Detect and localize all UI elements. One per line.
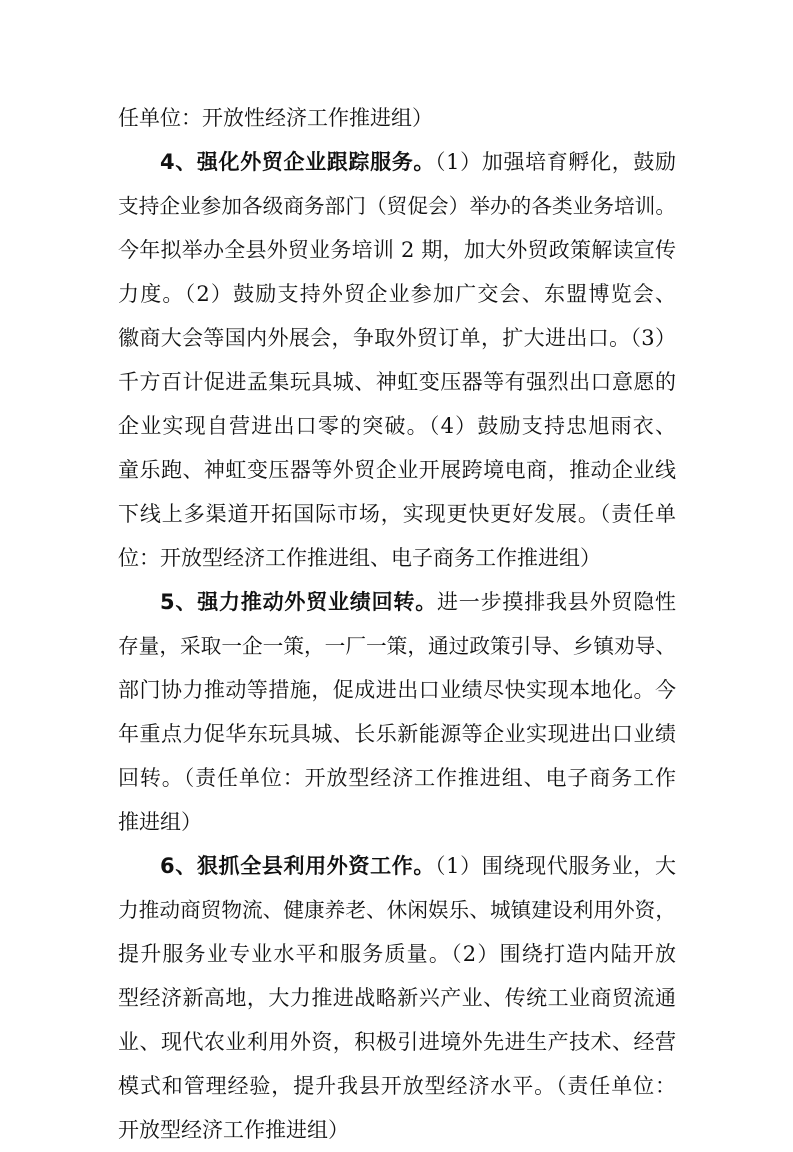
text-line xyxy=(118,1064,676,1108)
text-line xyxy=(118,360,676,404)
text-line xyxy=(118,228,676,272)
text-line xyxy=(118,580,676,624)
line-text: 提升服务业专业水平和服务质量。（2）围绕打造内陆开放 xyxy=(118,942,676,966)
line-text: 徽商大会等国内外展会，争取外贸订单，扩大进出口。（3） xyxy=(118,326,676,350)
text-line xyxy=(118,1020,676,1064)
text-line xyxy=(118,272,676,316)
text-line xyxy=(118,492,676,536)
line-text: 下线上多渠道开拓国际市场，实现更快更好发展。（责任单 xyxy=(118,502,676,526)
text-line xyxy=(118,800,676,844)
text-line xyxy=(118,668,676,712)
line-text: （1）加强培育孵化，鼓励 xyxy=(435,150,676,174)
line-text: 进一步摸排我县外贸隐性 xyxy=(437,590,676,614)
line-text: 年重点力促华东玩具城、长乐新能源等企业实现进出口业绩 xyxy=(118,722,676,746)
line-text: 业、现代农业利用外资，积极引进境外先进生产技术、经营 xyxy=(118,1030,676,1054)
text-line xyxy=(118,404,676,448)
line-text: 企业实现自营进出口零的突破。（4）鼓励支持忠旭雨衣、 xyxy=(118,414,676,438)
text-line xyxy=(118,184,676,228)
text-line xyxy=(118,844,676,888)
text-line xyxy=(118,932,676,976)
line-text: 模式和管理经验，提升我县开放型经济水平。（责任单位： xyxy=(118,1074,676,1098)
line-text: 任单位：开放性经济工作推进组） xyxy=(118,106,433,130)
text-line xyxy=(118,316,676,360)
section-heading: 5、强力推动外贸业绩回转。 xyxy=(160,590,437,614)
text-line xyxy=(118,756,676,800)
section-heading: 6、狠抓全县利用外资工作。 xyxy=(160,854,436,878)
text-line xyxy=(118,976,676,1020)
text-line xyxy=(118,448,676,492)
text-line xyxy=(118,536,676,580)
document-body xyxy=(118,96,676,1152)
line-text: 支持企业参加各级商务部门（贸促会）举办的各类业务培训。 xyxy=(118,194,676,218)
line-text: 型经济新高地，大力推进战略新兴产业、传统工业商贸流通 xyxy=(118,986,676,1010)
line-text: 部门协力推动等措施，促成进出口业绩尽快实现本地化。今 xyxy=(118,678,676,702)
section-heading: 4、强化外贸企业跟踪服务。 xyxy=(160,150,436,174)
text-line xyxy=(118,624,676,668)
text-line xyxy=(118,96,676,140)
line-text: 回转。（责任单位：开放型经济工作推进组、电子商务工作 xyxy=(118,766,676,790)
text-line xyxy=(118,888,676,932)
text-line xyxy=(118,1108,676,1152)
line-text: 存量，采取一企一策，一厂一策，通过政策引导、乡镇劝导、 xyxy=(118,634,676,658)
line-text: 位：开放型经济工作推进组、电子商务工作推进组） xyxy=(118,546,601,570)
line-text: 推进组） xyxy=(118,810,202,834)
line-text: 力推动商贸物流、健康养老、休闲娱乐、城镇建设利用外资， xyxy=(118,898,676,922)
line-text: 开放型经济工作推进组） xyxy=(118,1118,349,1142)
line-text: 童乐跑、神虹变压器等外贸企业开展跨境电商，推动企业线 xyxy=(118,458,676,482)
text-line xyxy=(118,140,676,184)
line-text: （1）围绕现代服务业，大 xyxy=(435,854,676,878)
text-line xyxy=(118,712,676,756)
line-text: 今年拟举办全县外贸业务培训 2 期，加大外贸政策解读宣传 xyxy=(118,238,676,262)
line-text: 千方百计促进孟集玩具城、神虹变压器等有强烈出口意愿的 xyxy=(118,370,676,394)
line-text: 力度。（2）鼓励支持外贸企业参加广交会、东盟博览会、 xyxy=(118,282,676,306)
